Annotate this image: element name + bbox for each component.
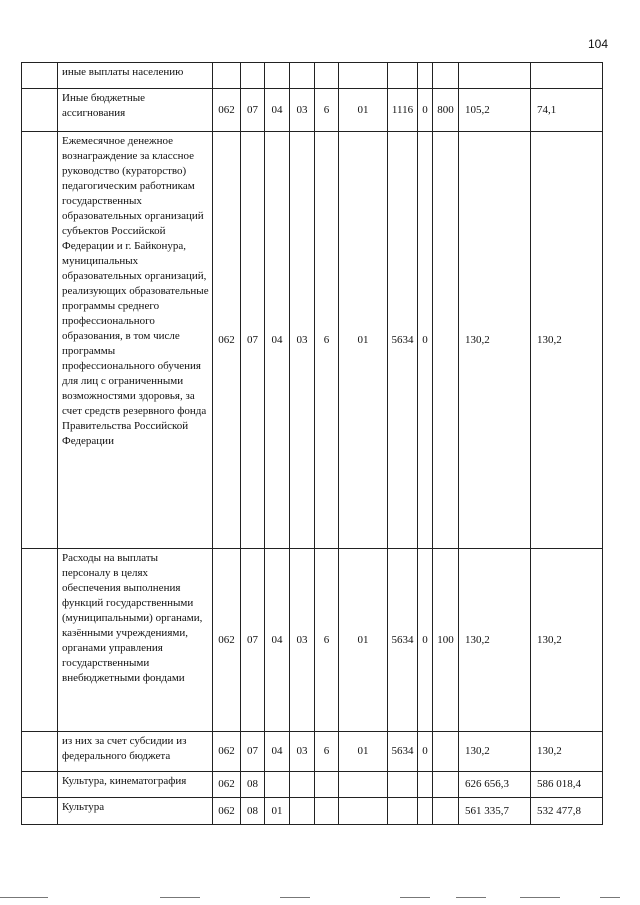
- cell-subsection: 04: [265, 89, 290, 132]
- cell-subprogram: [315, 798, 339, 825]
- cell-section: [241, 63, 265, 89]
- cell-subsection: 01: [265, 798, 290, 825]
- cell-flag: 0: [418, 89, 433, 132]
- row-name: Культура, кинематография: [58, 772, 213, 798]
- cell-subsection: [265, 63, 290, 89]
- cell-event: [339, 798, 388, 825]
- cell-ministry: 062: [213, 732, 241, 772]
- cell-program: [290, 772, 315, 798]
- cell-amount-2: 74,1: [531, 89, 603, 132]
- cell-section: 08: [241, 798, 265, 825]
- cell-direction: 5634: [388, 132, 418, 549]
- table-row: [22, 132, 603, 549]
- cell-amount-1: [459, 63, 531, 89]
- cell-flag: [418, 798, 433, 825]
- budget-table: [21, 62, 603, 825]
- cell-subprogram: 6: [315, 89, 339, 132]
- cell-direction: [388, 798, 418, 825]
- table-row: [22, 549, 603, 732]
- cell-direction: [388, 772, 418, 798]
- cell-amount-2: 586 018,4: [531, 772, 603, 798]
- row-name: Расходы на выплаты персоналу в целях обеспечения выполнения функций государственными (муниципальными) органами, казёнными учреждениями, органами управления государственными внебюджетными фондами: [58, 549, 213, 732]
- cell-amount-2: 130,2: [531, 549, 603, 732]
- cell-amount-2: 130,2: [531, 732, 603, 772]
- cell-amount-1: 105,2: [459, 89, 531, 132]
- cell-event: 01: [339, 549, 388, 732]
- row-marker-cell: [22, 89, 58, 132]
- table-row: [22, 89, 603, 132]
- cell-event: 01: [339, 89, 388, 132]
- cell-ministry: [213, 63, 241, 89]
- row-marker-cell: [22, 549, 58, 732]
- cell-section: 07: [241, 89, 265, 132]
- table-row: [22, 798, 603, 825]
- cell-program: [290, 798, 315, 825]
- cell-section: 08: [241, 772, 265, 798]
- cell-program: 03: [290, 732, 315, 772]
- cell-expense-type: [433, 732, 459, 772]
- cell-subprogram: 6: [315, 132, 339, 549]
- cell-amount-1: 130,2: [459, 732, 531, 772]
- cell-ministry: 062: [213, 89, 241, 132]
- cell-expense-type: [433, 798, 459, 825]
- cell-program: 03: [290, 89, 315, 132]
- cell-subprogram: 6: [315, 732, 339, 772]
- cell-amount-1: 130,2: [459, 549, 531, 732]
- cell-amount-1: 130,2: [459, 132, 531, 549]
- cell-subsection: 04: [265, 549, 290, 732]
- cell-expense-type: [433, 772, 459, 798]
- cell-subsection: [265, 772, 290, 798]
- cell-expense-type: 800: [433, 89, 459, 132]
- cell-direction: 1116: [388, 89, 418, 132]
- cell-direction: 5634: [388, 549, 418, 732]
- cell-flag: 0: [418, 732, 433, 772]
- cell-event: [339, 63, 388, 89]
- cell-event: [339, 772, 388, 798]
- row-marker-cell: [22, 63, 58, 89]
- cell-amount-2: 130,2: [531, 132, 603, 549]
- cell-direction: 5634: [388, 732, 418, 772]
- table-row: [22, 63, 603, 89]
- cell-subprogram: [315, 772, 339, 798]
- row-marker-cell: [22, 772, 58, 798]
- page-number: 104: [588, 37, 609, 51]
- table-row: [22, 772, 603, 798]
- row-name: из них за счет субсидии из федерального бюджета: [58, 732, 213, 772]
- row-name: Культура: [58, 798, 213, 825]
- cell-amount-1: 626 656,3: [459, 772, 531, 798]
- row-name: иные выплаты населению: [58, 63, 213, 89]
- cell-ministry: 062: [213, 132, 241, 549]
- cell-subprogram: [315, 63, 339, 89]
- cell-subprogram: 6: [315, 549, 339, 732]
- cell-flag: 0: [418, 132, 433, 549]
- cell-program: [290, 63, 315, 89]
- row-marker-cell: [22, 132, 58, 549]
- row-marker-cell: [22, 798, 58, 825]
- cell-amount-2: 532 477,8: [531, 798, 603, 825]
- table-row: [22, 732, 603, 772]
- cell-section: 07: [241, 132, 265, 549]
- cell-section: 07: [241, 732, 265, 772]
- cell-ministry: 062: [213, 772, 241, 798]
- cell-flag: 0: [418, 549, 433, 732]
- row-name: Ежемесячное денежное вознаграждение за классное руководство (кураторство) педагогическим работникам государственных образовательных организаций субъектов Российской Федерации и г. Байконура, муниципальных образовательных организаций, реализующих образовательные программы среднего профессионального образования, в том числе программы профессионального обучения для лиц с ограниченными возможностями здоровья, за счет средств резервного фонда Правительства Российской Федерации: [58, 132, 213, 549]
- cell-program: 03: [290, 549, 315, 732]
- row-name: Иные бюджетные ассигнования: [58, 89, 213, 132]
- cell-flag: [418, 63, 433, 89]
- cell-ministry: 062: [213, 549, 241, 732]
- cell-amount-2: [531, 63, 603, 89]
- cell-section: 07: [241, 549, 265, 732]
- cell-subsection: 04: [265, 132, 290, 549]
- cell-flag: [418, 772, 433, 798]
- row-marker-cell: [22, 732, 58, 772]
- cell-expense-type: [433, 132, 459, 549]
- cell-event: 01: [339, 732, 388, 772]
- cell-direction: [388, 63, 418, 89]
- cell-subsection: 04: [265, 732, 290, 772]
- cell-amount-1: 561 335,7: [459, 798, 531, 825]
- cell-expense-type: 100: [433, 549, 459, 732]
- scan-edge-marks: [0, 897, 640, 898]
- cell-ministry: 062: [213, 798, 241, 825]
- cell-event: 01: [339, 132, 388, 549]
- cell-program: 03: [290, 132, 315, 549]
- cell-expense-type: [433, 63, 459, 89]
